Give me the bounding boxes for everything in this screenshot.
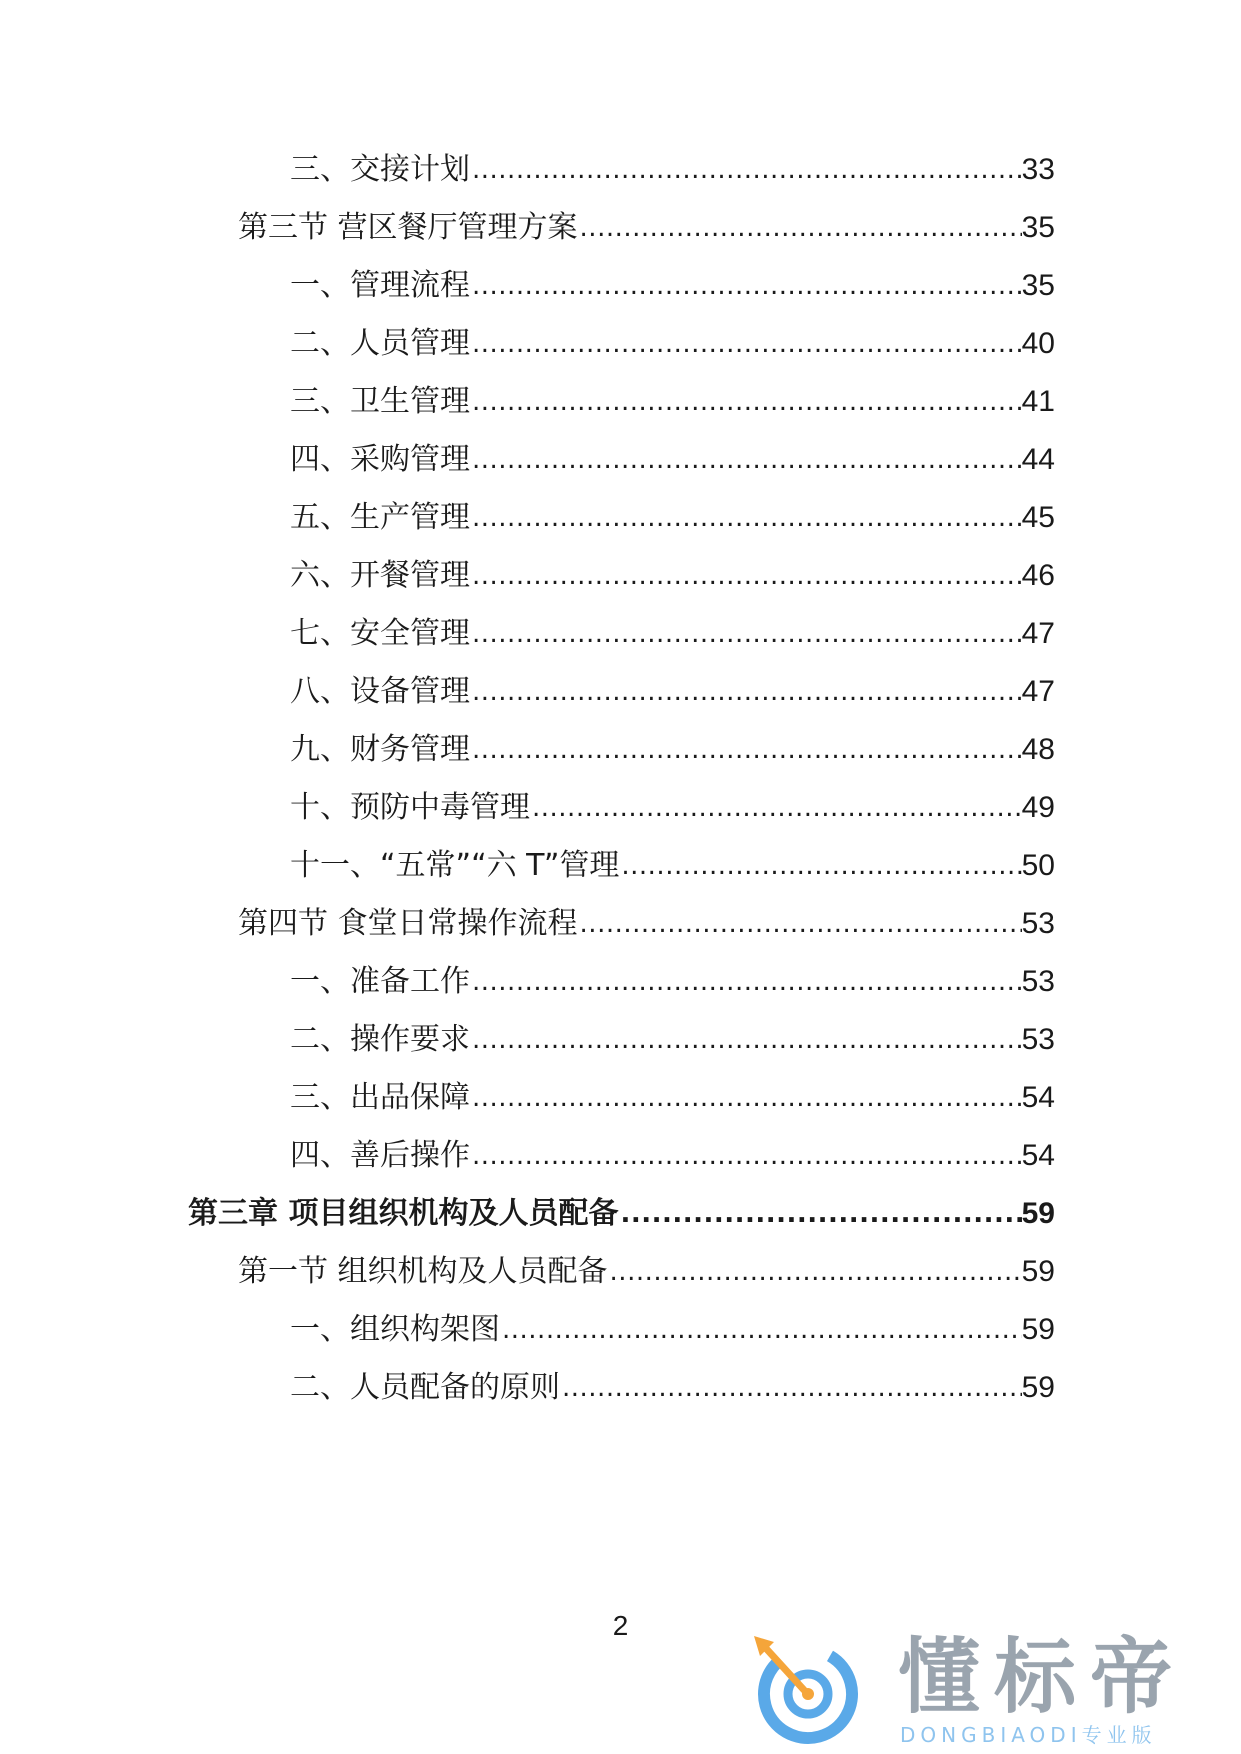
toc-entry-label: 六、开餐管理 — [290, 558, 470, 593]
toc-dot-leader — [470, 1136, 1022, 1176]
toc-entry[interactable] — [290, 440, 1055, 480]
target-arrow-icon — [748, 1632, 864, 1748]
toc-entry-page: 41 — [1021, 385, 1055, 418]
toc-entry-label: 九、财务管理 — [290, 732, 470, 767]
toc-dot-leader — [530, 788, 1022, 828]
toc-dot-leader — [470, 440, 1022, 480]
toc-entry-label: 二、人员管理 — [290, 326, 470, 361]
toc-entry-page: 44 — [1021, 443, 1055, 476]
toc-entry-label: 一、准备工作 — [290, 964, 470, 999]
toc-entry-label: 十一、“五常”“六 T”管理 — [290, 848, 620, 883]
toc-entry-page: 35 — [1021, 269, 1055, 302]
toc-entry-page: 46 — [1021, 559, 1055, 592]
toc-entry-label: 八、设备管理 — [290, 674, 470, 709]
toc-entry[interactable] — [290, 846, 1055, 886]
toc-entry-page: 54 — [1021, 1139, 1055, 1172]
toc-entry-label: 一、管理流程 — [290, 268, 470, 303]
toc-dot-leader — [470, 556, 1022, 596]
toc-entry[interactable] — [238, 904, 1055, 944]
toc-entry-label: 二、操作要求 — [290, 1022, 470, 1057]
toc-dot-leader — [470, 1020, 1022, 1060]
toc-dot-leader — [470, 382, 1022, 422]
toc-entry[interactable] — [290, 382, 1055, 422]
page-number: 2 — [612, 1610, 629, 1641]
toc-entry[interactable] — [290, 788, 1055, 828]
toc-entry[interactable] — [290, 150, 1055, 190]
toc-entry-page: 40 — [1021, 327, 1055, 360]
toc-dot-leader — [470, 962, 1022, 1002]
toc-dot-leader — [470, 150, 1022, 190]
toc-entry[interactable] — [290, 324, 1055, 364]
toc-dot-leader — [470, 730, 1022, 770]
toc-entry[interactable] — [290, 1136, 1055, 1176]
toc-dot-leader — [578, 208, 1022, 248]
toc-entry-label: 二、人员配备的原则 — [290, 1370, 560, 1405]
toc-entry[interactable] — [290, 1078, 1055, 1118]
watermark-title: 懂标帝 — [898, 1630, 1187, 1725]
toc-dot-leader — [470, 498, 1022, 538]
toc-entry[interactable] — [290, 962, 1055, 1002]
toc-dot-leader — [470, 614, 1022, 654]
toc-entry-page: 53 — [1021, 1023, 1055, 1056]
toc-entry[interactable] — [290, 266, 1055, 306]
toc-entry-label: 三、卫生管理 — [290, 384, 470, 419]
toc-entry-page: 45 — [1021, 501, 1055, 534]
toc-entry[interactable] — [290, 1310, 1055, 1350]
toc-entry-label: 四、善后操作 — [290, 1138, 470, 1173]
toc-dot-leader — [470, 672, 1022, 712]
toc-dot-leader — [470, 266, 1022, 306]
toc-dot-leader — [618, 1194, 1021, 1234]
toc-entry[interactable] — [290, 614, 1055, 654]
toc-entry-page: 53 — [1021, 907, 1055, 940]
toc-entry-label: 第一节 组织机构及人员配备 — [238, 1254, 608, 1289]
toc-entry-page: 47 — [1021, 617, 1055, 650]
toc-entry[interactable] — [290, 1368, 1055, 1408]
watermark — [748, 1632, 1228, 1750]
toc-entry-label: 第四节 食堂日常操作流程 — [238, 906, 578, 941]
toc-entry[interactable] — [238, 1252, 1055, 1292]
toc-entry[interactable] — [290, 498, 1055, 538]
toc-entry-page: 59 — [1021, 1197, 1055, 1230]
toc-dot-leader — [470, 1078, 1022, 1118]
toc-entry[interactable] — [290, 556, 1055, 596]
toc-entry-label: 十、预防中毒管理 — [290, 790, 530, 825]
toc-entry-page: 33 — [1021, 153, 1055, 186]
toc-entry[interactable] — [290, 730, 1055, 770]
toc-dot-leader — [578, 904, 1022, 944]
toc-entry-page: 48 — [1021, 733, 1055, 766]
toc-entry-label: 三、出品保障 — [290, 1080, 470, 1115]
toc-entry-page: 50 — [1021, 849, 1055, 882]
toc-entry-page: 49 — [1021, 791, 1055, 824]
toc-entry-label: 第三节 营区餐厅管理方案 — [238, 210, 578, 245]
toc-entry-page: 47 — [1021, 675, 1055, 708]
toc-entry-page: 35 — [1021, 211, 1055, 244]
toc-entry[interactable] — [238, 208, 1055, 248]
toc-chapter-entry[interactable] — [188, 1194, 1055, 1234]
toc-entry-label: 三、交接计划 — [290, 152, 470, 187]
toc-dot-leader — [500, 1310, 1022, 1350]
toc-entry-page: 59 — [1021, 1313, 1055, 1346]
toc-entry-label: 四、采购管理 — [290, 442, 470, 477]
toc-entry[interactable] — [290, 672, 1055, 712]
toc-entry[interactable] — [290, 1020, 1055, 1060]
toc-dot-leader — [560, 1368, 1022, 1408]
watermark-subtitle: DONGBIAODI专业版 — [900, 1723, 1157, 1747]
toc-entry-page: 59 — [1021, 1255, 1055, 1288]
toc-entry-label: 七、安全管理 — [290, 616, 470, 651]
toc-dot-leader — [608, 1252, 1022, 1292]
toc-entry-page: 54 — [1021, 1081, 1055, 1114]
toc-entry-label: 五、生产管理 — [290, 500, 470, 535]
toc-entry-page: 59 — [1021, 1371, 1055, 1404]
toc-entry-label: 一、组织构架图 — [290, 1312, 500, 1347]
toc-dot-leader — [619, 846, 1021, 886]
toc-entry-page: 53 — [1021, 965, 1055, 998]
toc-dot-leader — [470, 324, 1022, 364]
toc-entry-label: 第三章 项目组织机构及人员配备 — [188, 1196, 619, 1231]
